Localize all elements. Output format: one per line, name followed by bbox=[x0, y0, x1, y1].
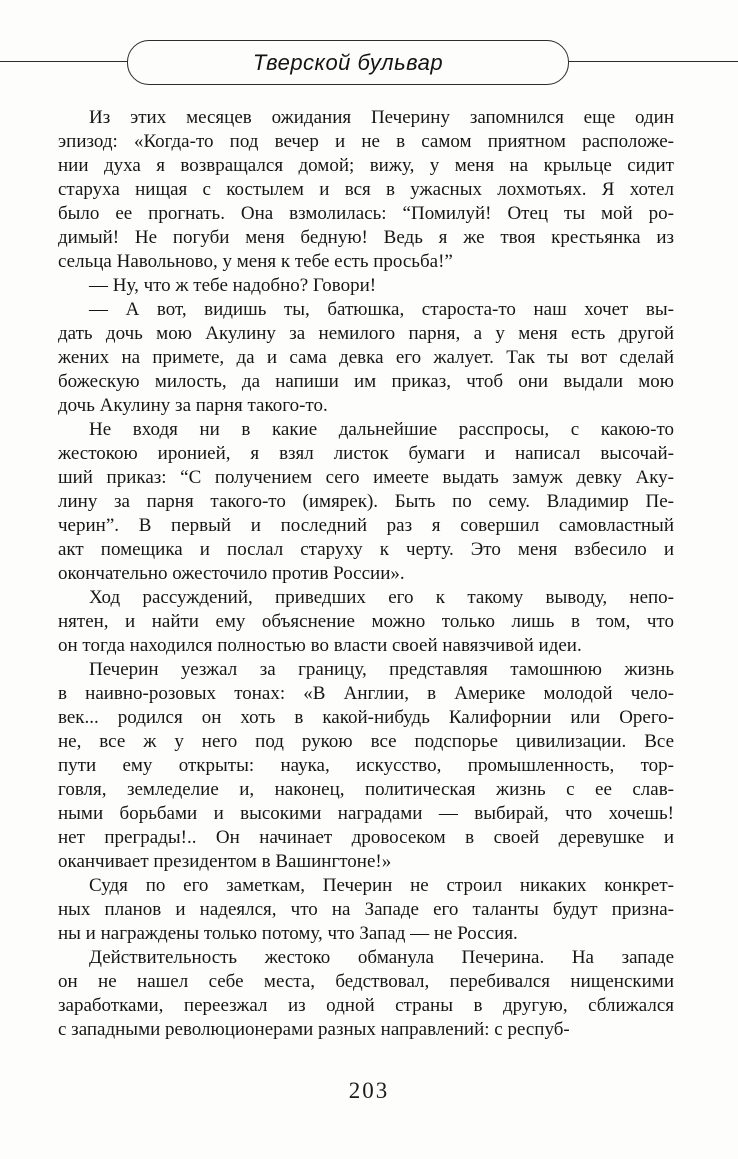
paragraph bbox=[58, 586, 674, 658]
text-line: жених на примете, да и сама девка его жалует. Так ты вот сделай bbox=[58, 347, 674, 368]
text-line: окончательно ожесточило против России». bbox=[58, 563, 405, 584]
text-line: ший приказ: “С получением сего имеете выдать замуж девку Аку- bbox=[58, 467, 674, 488]
paragraph bbox=[58, 274, 674, 298]
page-number: 203 bbox=[348, 1078, 390, 1103]
text-line: Действительность жестоко обманула Печерина. На западе bbox=[89, 947, 674, 968]
paragraph bbox=[58, 106, 674, 274]
page-footer bbox=[0, 1078, 738, 1104]
text-line: ных планов и надеялся, что на Западе его таланты будут призна- bbox=[58, 899, 674, 920]
text-line: он тогда находился полностью во власти своей навязчивой идеи. bbox=[58, 635, 582, 656]
text-line: не, все ж у него под рукою все подспорье цивилизации. Все bbox=[58, 731, 674, 752]
text-line: лину за парня такого-то (имярек). Быть по сему. Владимир Пе- bbox=[58, 491, 674, 512]
paragraph bbox=[58, 946, 674, 1042]
text-line: ными борьбами и высокими наградами — выбирай, что хочешь! bbox=[58, 803, 674, 824]
text-line: — Ну, что ж тебе надобно? Говори! bbox=[89, 275, 377, 296]
text-line: Из этих месяцев ожидания Печерину запомнился еще один bbox=[89, 107, 674, 128]
text-line: акт помещика и послал старуху к черту. Это меня взбесило и bbox=[58, 539, 674, 560]
text-line: оканчивает президентом в Вашингтоне!» bbox=[58, 851, 392, 872]
paragraph bbox=[58, 418, 674, 586]
body-text bbox=[58, 106, 674, 1042]
text-line: Судя по его заметкам, Печерин не строил никаких конкрет- bbox=[89, 875, 674, 896]
text-line: Ход рассуждений, приведших его к такому выводу, непо- bbox=[89, 587, 674, 608]
text-line: в наивно-розовых тонах: «В Англии, в Америке молодой чело- bbox=[58, 683, 674, 704]
text-line: божескую милость, да напиши им приказ, чтоб они выдали мою bbox=[58, 371, 674, 392]
text-line: говля, земледелие и, наконец, политическая жизнь с ее слав- bbox=[58, 779, 674, 800]
text-line: нятен, и найти ему объяснение можно только лишь в том, что bbox=[58, 611, 674, 632]
text-line: — А вот, видишь ты, батюшка, староста-то наш хочет вы- bbox=[89, 299, 674, 320]
text-line: дать дочь мою Акулину за немилого парня, а у меня есть другой bbox=[58, 323, 674, 344]
text-line: с западными революционерами разных направлений: с респуб- bbox=[58, 1019, 570, 1040]
text-line: черин”. В первый и последний раз я совершил самовластный bbox=[58, 515, 674, 536]
chapter-title: Тверской бульвар bbox=[252, 49, 444, 75]
paragraph bbox=[58, 874, 674, 946]
text-line: жестокою иронией, я взял листок бумаги и написал высочай- bbox=[58, 443, 674, 464]
text-line: Не входя ни в какие дальнейшие расспросы, с какою-то bbox=[89, 419, 674, 440]
chapter-title-cartouche bbox=[127, 40, 569, 85]
paragraph bbox=[58, 298, 674, 418]
chapter-header bbox=[0, 0, 738, 100]
text-line: пути ему открыты: наука, искусство, промышленность, тор- bbox=[58, 755, 674, 776]
text-line: старуха нищая с костылем и вся в ужасных лохмотьях. Я хотел bbox=[58, 179, 674, 200]
text-line: нии духа я возвращался домой; вижу, у меня на крыльце сидит bbox=[58, 155, 674, 176]
text-line: Печерин уезжал за границу, представляя тамошнюю жизнь bbox=[89, 659, 674, 680]
text-line: нет преграды!.. Он начинает дровосеком в своей деревушке и bbox=[58, 827, 674, 848]
text-line: димый! Не погуби меня бедную! Ведь я же твоя крестьянка из bbox=[58, 227, 674, 248]
text-line: эпизод: «Когда-то под вечер и не в самом приятном расположе- bbox=[58, 131, 674, 152]
text-line: век... родился он хоть в какой-нибудь Калифорнии или Орего- bbox=[58, 707, 674, 728]
text-line: он не нашел себе места, бедствовал, перебивался нищенскими bbox=[58, 971, 674, 992]
text-line: заработками, переезжал из одной страны в другую, сближался bbox=[58, 995, 674, 1016]
text-line: дочь Акулину за парня такого-то. bbox=[58, 395, 328, 416]
paragraph bbox=[58, 658, 674, 874]
text-line: было ее прогнать. Она взмолилась: “Помилуй! Отец ты мой ро- bbox=[58, 203, 674, 224]
text-line: сельца Навольново, у меня к тебе есть просьба!” bbox=[58, 251, 453, 272]
text-line: ны и награждены только потому, что Запад — не Россия. bbox=[58, 923, 518, 944]
